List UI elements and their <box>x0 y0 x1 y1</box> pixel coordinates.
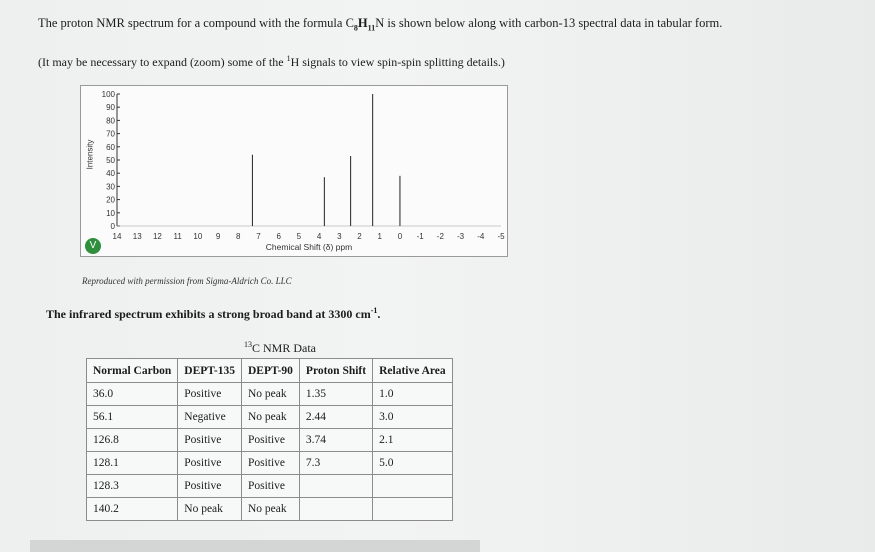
x-tick-label: -5 <box>497 232 505 241</box>
table-cell: 2.1 <box>373 429 453 452</box>
table-cell: 128.1 <box>87 452 178 475</box>
x-tick-label: 10 <box>193 232 203 241</box>
carbon-subscript: 8 <box>353 23 358 33</box>
nmr-spectrum <box>80 85 508 257</box>
table-cell: 128.3 <box>87 475 178 498</box>
question-text <box>38 16 722 33</box>
x-tick-label: 4 <box>316 232 322 241</box>
table-row <box>87 383 453 406</box>
note-prefix: (It may be necessary to expand (zoom) some of the <box>38 55 287 69</box>
table-title-sup: 13 <box>244 340 252 349</box>
table-row <box>87 452 453 475</box>
y-tick-label: 60 <box>106 142 115 152</box>
ir-suffix: . <box>377 307 381 321</box>
table-cell: No peak <box>241 383 299 406</box>
y-tick-label: 90 <box>106 103 115 113</box>
table-cell: 2.44 <box>299 406 372 429</box>
y-tick-label: 30 <box>106 182 115 192</box>
hydrogen-symbol: H <box>357 16 368 30</box>
x-tick-label: 1 <box>377 232 382 241</box>
header-relative-area: Relative Area <box>373 359 453 383</box>
note-suffix: H signals to view spin-spin splitting details.) <box>290 55 505 69</box>
x-tick-label: 6 <box>276 232 281 241</box>
table-cell: No peak <box>241 498 299 521</box>
ir-prefix: The infrared spectrum exhibits a strong broad band at 3300 cm <box>46 307 371 321</box>
ir-statement <box>46 306 380 322</box>
y-tick-label: 70 <box>106 129 115 139</box>
table-cell: Positive <box>241 475 299 498</box>
y-tick-label: 80 <box>106 116 115 126</box>
y-tick-label: 20 <box>106 195 115 205</box>
table-cell: Positive <box>178 383 242 406</box>
table-cell <box>373 498 453 521</box>
table-cell <box>299 475 372 498</box>
y-tick-label: 10 <box>106 208 115 218</box>
table-cell: 1.0 <box>373 383 453 406</box>
x-tick-label: 0 <box>397 232 403 241</box>
hydrogen-subscript: 11 <box>367 23 376 33</box>
table-cell: 5.0 <box>373 452 453 475</box>
x-tick-label: 9 <box>215 232 221 241</box>
question-prefix: The proton NMR spectrum for a compound with the formula C <box>38 16 354 30</box>
x-tick-label: -3 <box>457 232 465 241</box>
header-normal-carbon: Normal Carbon <box>87 359 178 383</box>
ir-sup: -1 <box>370 306 378 315</box>
x-tick-label: 5 <box>296 232 302 241</box>
note-sup: 1 <box>286 54 291 63</box>
table-cell: Positive <box>241 429 299 452</box>
y-tick-label: 0 <box>110 222 115 231</box>
table-cell: 126.8 <box>87 429 178 452</box>
table-title-text: C NMR Data <box>252 341 316 355</box>
x-tick-label: 8 <box>236 232 241 241</box>
question-suffix: N is shown below along with carbon-13 spectral data in tabular form. <box>375 16 723 30</box>
table-cell: Positive <box>241 452 299 475</box>
header-dept-90: DEPT-90 <box>241 359 299 383</box>
table-cell: No peak <box>241 406 299 429</box>
table-row <box>87 429 453 452</box>
table-cell <box>373 475 453 498</box>
table-cell: 3.74 <box>299 429 372 452</box>
x-tick-label: -4 <box>477 232 485 241</box>
table-row <box>87 498 453 521</box>
table-cell: 36.0 <box>87 383 178 406</box>
table-cell: Negative <box>178 406 242 429</box>
y-axis-label: Intensity <box>85 139 95 170</box>
bottom-toolbar <box>30 540 480 552</box>
table-cell: Positive <box>178 475 242 498</box>
table-cell: 7.3 <box>299 452 372 475</box>
x-tick-label: 13 <box>132 232 142 241</box>
x-tick-label: -1 <box>416 232 424 241</box>
x-tick-label: 3 <box>337 232 342 241</box>
x-tick-label: 12 <box>152 232 162 241</box>
x-tick-label: 14 <box>112 232 122 241</box>
y-tick-label: 40 <box>106 169 115 179</box>
table-cell: Positive <box>178 429 242 452</box>
header-dept-135: DEPT-135 <box>178 359 242 383</box>
y-tick-label: 100 <box>101 90 115 99</box>
table-cell <box>299 498 372 521</box>
table-cell: 140.2 <box>87 498 178 521</box>
nmr-chart <box>81 86 509 258</box>
x-tick-label: 2 <box>357 232 362 241</box>
table-cell: Positive <box>178 452 242 475</box>
y-tick-label: 50 <box>106 156 115 165</box>
header-proton-shift: Proton Shift <box>299 359 372 383</box>
zoom-note <box>38 54 505 70</box>
table-row <box>87 475 453 498</box>
table-cell: 56.1 <box>87 406 178 429</box>
x-tick-label: -2 <box>436 232 444 241</box>
table-cell: 3.0 <box>373 406 453 429</box>
x-tick-label: 11 <box>173 232 182 241</box>
spectrum-badge-icon[interactable]: V <box>85 238 101 254</box>
x-tick-label: 7 <box>256 232 261 241</box>
table-cell: 1.35 <box>299 383 372 406</box>
x-axis-label: Chemical Shift (δ) ppm <box>265 242 353 252</box>
table-row <box>87 406 453 429</box>
c13-nmr-table <box>86 358 453 521</box>
table-title <box>244 340 316 356</box>
table-cell: No peak <box>178 498 242 521</box>
credit-text: Reproduced with permission from Sigma-Aldrich Co. LLC <box>82 276 292 286</box>
table-header-row <box>87 359 453 383</box>
